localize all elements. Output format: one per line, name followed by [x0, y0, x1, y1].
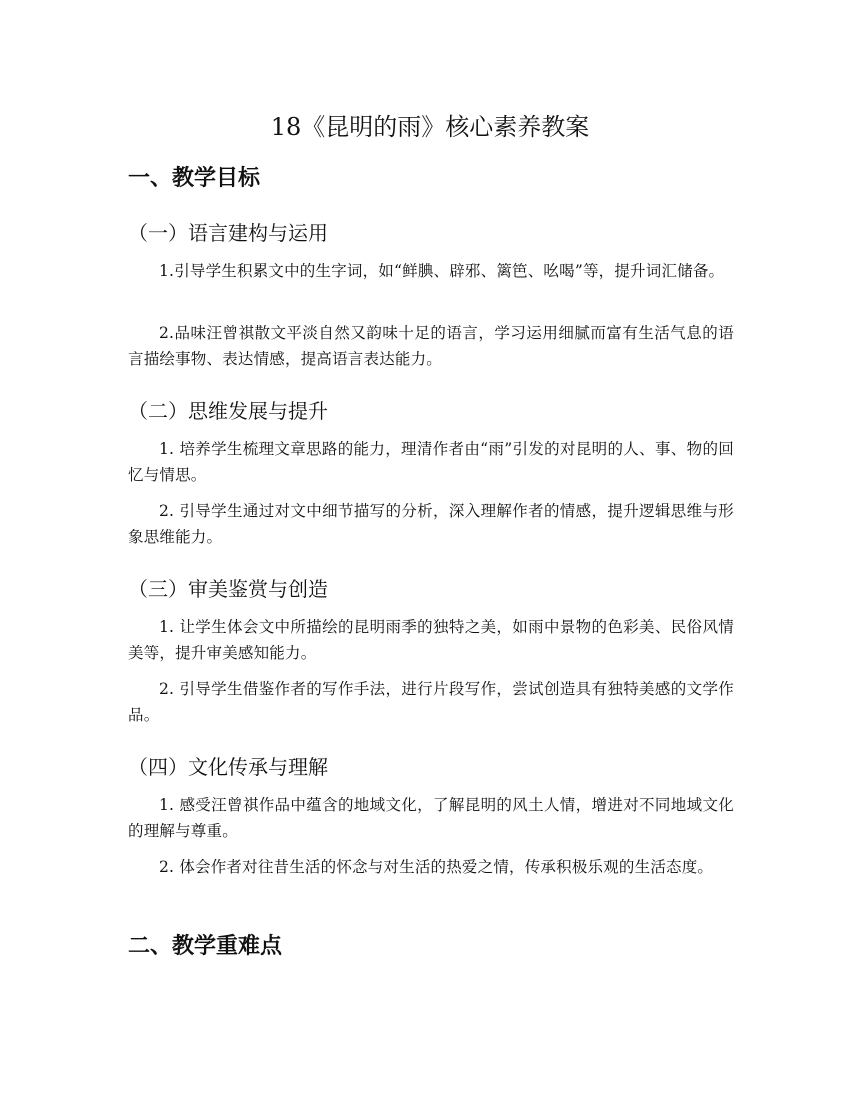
document-title: 18《昆明的雨》核心素养教案: [270, 113, 590, 141]
subsection-heading-aesthetic: （三）审美鉴赏与创造: [128, 577, 328, 601]
paragraph-culture-2: 2. 体会作者对往昔生活的怀念与对生活的热爱之情，传承积极乐观的生活态度。: [159, 858, 714, 876]
paragraph-aesthetic-2: 2. 引导学生借鉴作者的写作手法，进行片段写作，尝试创造具有独特美感的文学作品。: [128, 680, 734, 724]
paragraph-culture-1: 1. 感受汪曾祺作品中蕴含的地域文化，了解昆明的风土人情，增进对不同地域文化的理解与尊重。: [128, 796, 734, 840]
subsection-heading-culture: （四）文化传承与理解: [128, 755, 328, 779]
subsection-heading-language: （一）语言建构与运用: [128, 221, 328, 245]
paragraph-language-2: 2.品味汪曾祺散文平淡自然又韵味十足的语言，学习运用细腻而富有生活气息的语言描绘事物、表达情感，提高语言表达能力。: [128, 324, 734, 368]
paragraph-language-1: 1.引导学生积累文中的生字词，如“鲜腆、辟邪、篱笆、吆喝”等，提升词汇储备。: [159, 262, 725, 280]
paragraph-thinking-2: 2. 引导学生通过对文中细节描写的分析，深入理解作者的情感，提升逻辑思维与形象思维能力。: [128, 502, 734, 546]
paragraph-aesthetic-1: 1. 让学生体会文中所描绘的昆明雨季的独特之美，如雨中景物的色彩美、民俗风情美等，提升审美感知能力。: [128, 618, 734, 662]
paragraph-thinking-1: 1. 培养学生梳理文章思路的能力，理清作者由“雨”引发的对昆明的人、事、物的回忆与情思。: [128, 440, 734, 484]
section-heading-key-difficulties: 二、教学重难点: [128, 934, 283, 959]
section-heading-teaching-goals: 一、教学目标: [128, 166, 261, 191]
subsection-heading-thinking: （二）思维发展与提升: [128, 399, 328, 423]
